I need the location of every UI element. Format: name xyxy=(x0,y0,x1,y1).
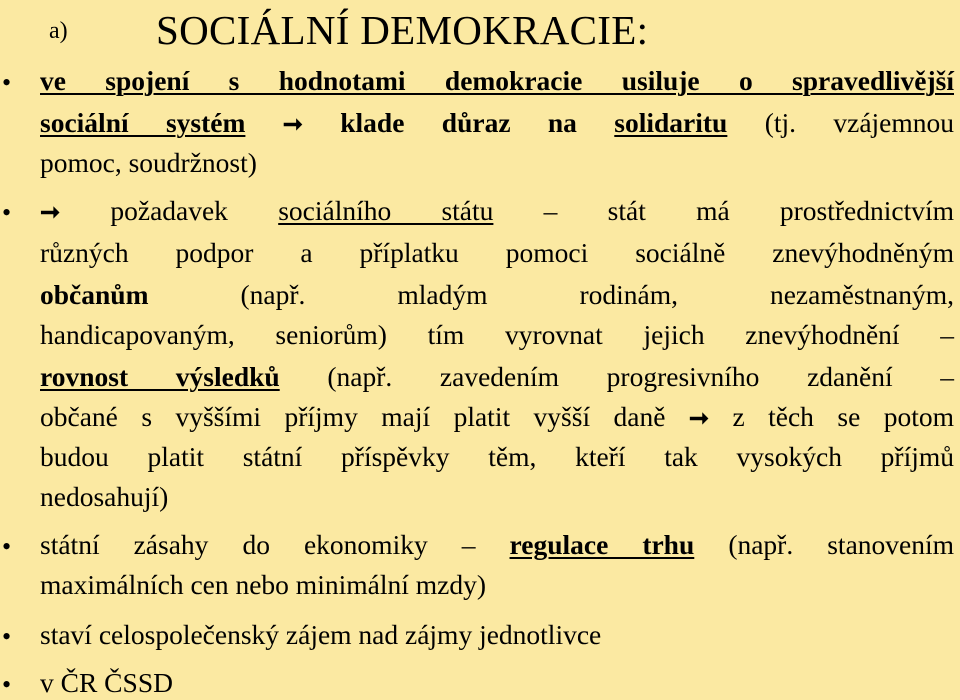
item-3-line-1 xyxy=(40,530,954,560)
section-heading: SOCIÁLNÍ DEMOKRACIE: xyxy=(156,7,649,53)
item-3-interventions: státní zásahy do ekonomiky – xyxy=(40,529,476,560)
item-2-equality-of-outcome: rovnost výsledků xyxy=(40,361,280,392)
item-2-line-2: různých podpor a příplatku pomoci sociálně znevýhodněným xyxy=(40,237,954,268)
item-2-line-5 xyxy=(40,362,954,392)
item-5-line-1: v ČR ČSSD xyxy=(40,667,173,698)
item-3-line-2: maximálních cen nebo minimální mzdy) xyxy=(40,569,486,600)
item-1-line-2 xyxy=(40,108,954,140)
item-3-example: (např. stanovením xyxy=(728,529,955,560)
item-2-higher-taxes: občané s vyššími příjmy mají platit vyšší daně xyxy=(40,401,666,432)
arrow-icon: ➞ xyxy=(688,406,710,432)
item-2-line-4: handicapovaným, seniorům) tím vyrovnat jejich znevýhodnění – xyxy=(40,319,954,350)
bullet-icon: • xyxy=(2,198,12,227)
bullet-icon: • xyxy=(2,68,12,97)
item-2-welfare-state: sociálního státu xyxy=(278,195,494,226)
item-2-line-6 xyxy=(40,402,954,434)
arrow-icon: ➞ xyxy=(282,112,303,138)
item-1-social-system: sociální systém xyxy=(40,107,246,138)
item-3-market-regulation: regulace trhu xyxy=(509,529,695,560)
item-2-examples: (např. mladým rodinám, nezaměstnaným, xyxy=(240,279,954,310)
item-1-line-1: ve spojení s hodnotami demokracie usiluje o spravedlivější xyxy=(40,65,954,96)
item-2-line-7: budou platit státní příspěvky těm, kteří tak vysokých příjmů xyxy=(40,441,954,472)
bullet-icon: • xyxy=(2,670,12,699)
item-2-line-1 xyxy=(40,196,954,228)
item-1-solidarity: solidaritu xyxy=(614,107,728,138)
item-1-emphasis: klade důraz na xyxy=(340,107,577,138)
section-letter: a) xyxy=(49,18,68,44)
bullet-icon: • xyxy=(2,532,12,561)
item-1-line-3: pomoc, soudržnost) xyxy=(40,147,257,178)
item-2-requirement: požadavek xyxy=(110,195,228,226)
arrow-icon: ➞ xyxy=(40,200,61,226)
item-2-contributions: z těch se potom xyxy=(732,401,955,432)
bullet-icon: • xyxy=(2,622,12,651)
item-4-line-1: staví celospolečenský zájem nad zájmy jednotlivce xyxy=(40,619,602,650)
item-2-state-role: – stát má prostřednictvím xyxy=(543,195,955,226)
item-2-citizens: občanům xyxy=(40,279,149,310)
item-2-line-3 xyxy=(40,280,954,310)
item-2-progressive-tax: (např. zavedením progresivního zdanění – xyxy=(327,361,954,392)
item-2-line-8: nedosahují) xyxy=(40,481,169,512)
item-1-clarification: (tj. vzájemnou xyxy=(764,107,955,138)
slide-title xyxy=(0,6,960,56)
